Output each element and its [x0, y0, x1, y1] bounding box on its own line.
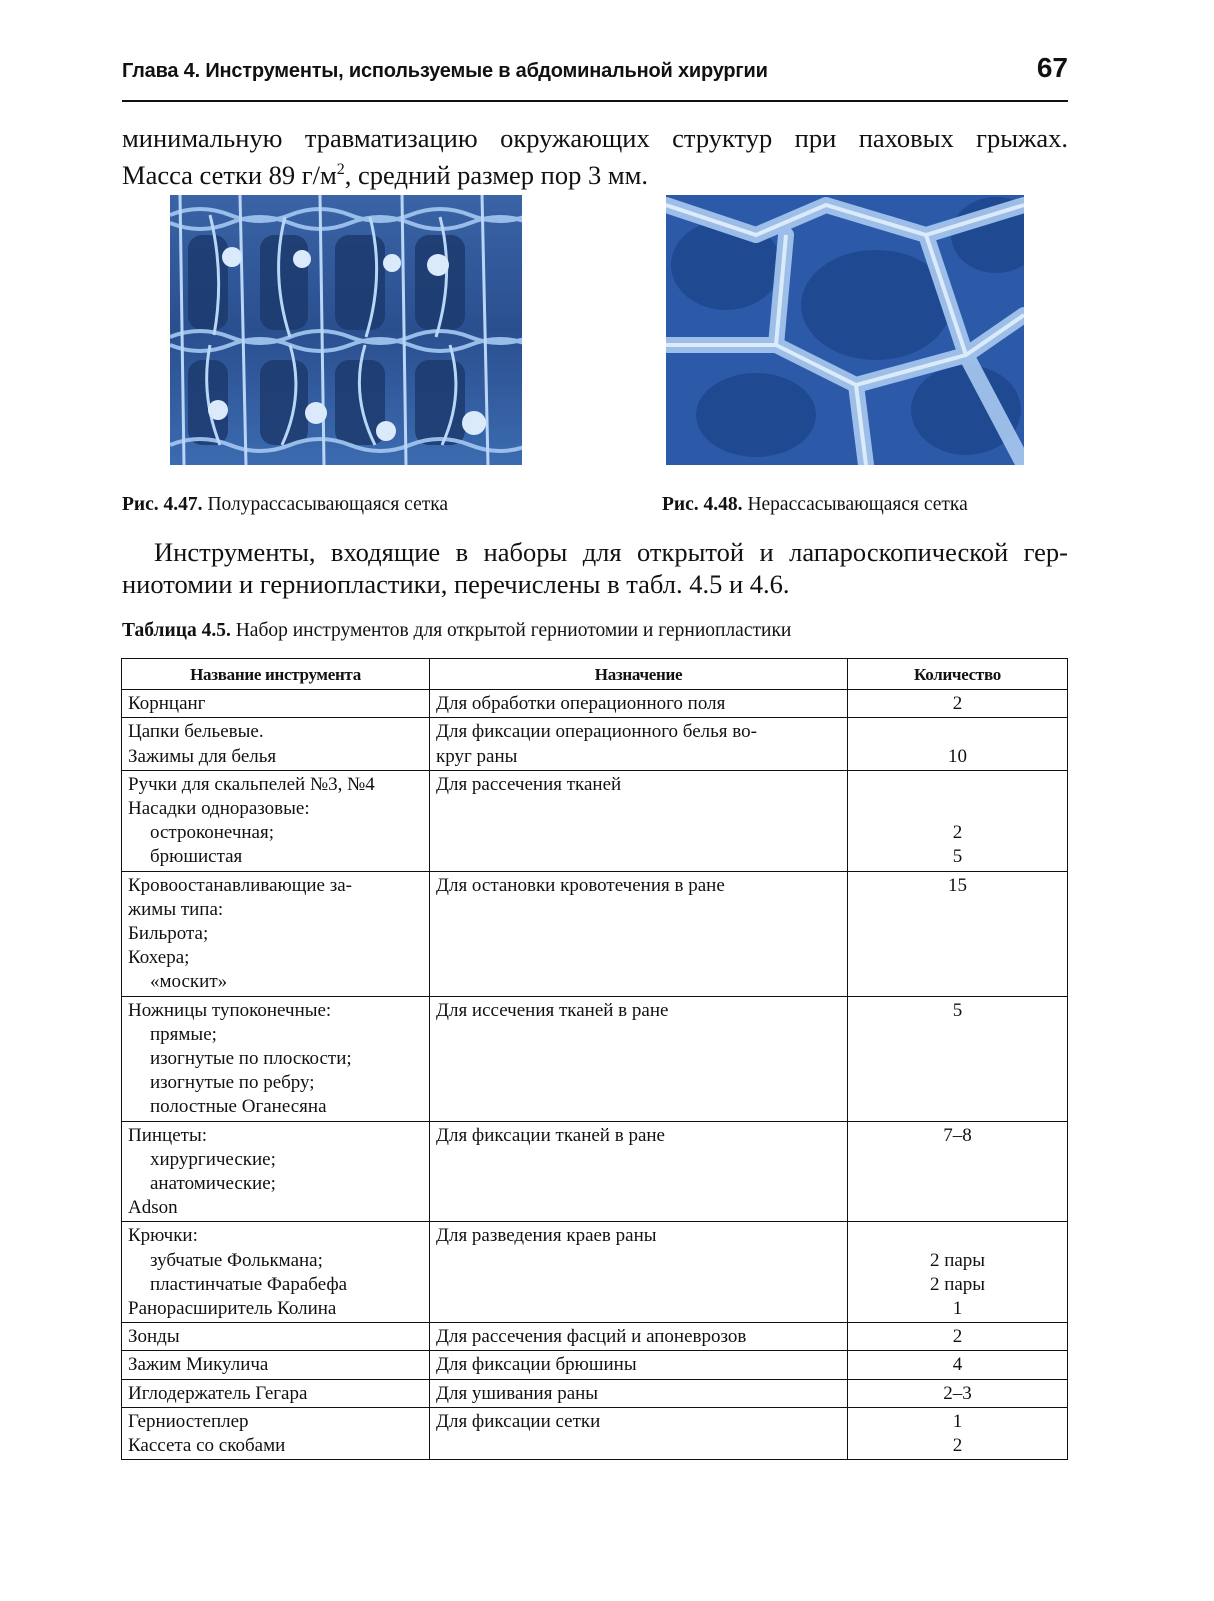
cell-instrument-name-line: Герниостеплер — [128, 1410, 249, 1432]
intro-line-1: минимальную травматизацию окружающих структур при паховых грыжах. — [122, 123, 1068, 153]
cell-purpose — [430, 1222, 848, 1323]
cell-purpose — [430, 996, 848, 1121]
instruments-table — [121, 658, 1068, 1460]
semi-absorbable-mesh-picture — [170, 195, 522, 465]
cell-instrument-name-line: Кассета со скобами — [128, 1435, 286, 1457]
cell-instrument-name-line: прямые; — [150, 1023, 217, 1045]
cell-quantity-line: 2 пары — [929, 1273, 986, 1295]
cell-instrument-name-line: пластинчатые Фарабефа — [150, 1273, 348, 1295]
cell-quantity-line: 2–3 — [943, 1382, 972, 1404]
cell-instrument-name-line: Adson — [128, 1197, 178, 1219]
cell-quantity-line: 2 — [952, 693, 963, 715]
cell-instrument-name — [122, 770, 430, 871]
cell-quantity — [848, 996, 1068, 1121]
cell-quantity-line: 1 — [952, 1410, 963, 1432]
cell-instrument-name-line: анатомические; — [150, 1173, 276, 1195]
cell-quantity-line: 10 — [948, 745, 967, 767]
cell-instrument-name-line: изогнутые по плоскости; — [150, 1048, 352, 1070]
cell-instrument-name — [122, 1323, 430, 1351]
table-header-row — [122, 659, 1068, 690]
cell-instrument-name-line: Зажим Микулича — [128, 1354, 269, 1376]
cell-instrument-name — [122, 1222, 430, 1323]
cell-instrument-name-line: Корнцанг — [128, 693, 206, 715]
cell-instrument-name-line: Кровоостанавливающие за- — [128, 874, 352, 896]
cell-quantity — [848, 1121, 1068, 1222]
cell-purpose — [430, 1407, 848, 1459]
table-row — [122, 1351, 1068, 1379]
cell-instrument-name — [122, 690, 430, 718]
cell-quantity-line: 5 — [952, 999, 963, 1021]
cell-instrument-name-line: Насадки одноразовые: — [128, 798, 310, 820]
cell-quantity — [848, 1351, 1068, 1379]
cell-quantity-line: 2 — [952, 822, 963, 844]
cell-quantity — [848, 871, 1068, 996]
table-row — [122, 1222, 1068, 1323]
cell-purpose-line: Для разведения краев раны — [436, 1225, 657, 1247]
cell-instrument-name — [122, 1121, 430, 1222]
intro-line-2-suffix: , средний размер пор 3 мм. — [344, 159, 648, 190]
cell-purpose-line: Для иссечения тканей в ране — [436, 999, 669, 1021]
cell-instrument-name — [122, 718, 430, 770]
cell-quantity — [848, 690, 1068, 718]
cell-quantity — [848, 718, 1068, 770]
cell-instrument-name — [122, 1351, 430, 1379]
cell-purpose — [430, 770, 848, 871]
intro-paragraph — [122, 122, 1068, 191]
cell-instrument-name-line: Ножницы тупоконечные: — [128, 999, 332, 1021]
cell-purpose-line: круг раны — [436, 745, 518, 767]
cell-instrument-name-line: Зажимы для белья — [128, 745, 277, 767]
intro-line-2-prefix: Масса сетки 89 г/м — [122, 159, 337, 190]
cell-instrument-name-line: брюшистая — [150, 846, 243, 868]
header-instrument-name: Название инструмента — [122, 659, 430, 690]
cell-quantity-line: 5 — [952, 846, 963, 868]
page-number: 67 — [1036, 52, 1068, 83]
paragraph2-line-2: ниотомии и герниопластики, перечислены в табл. 4.5 и 4.6. — [122, 569, 790, 599]
figure-4-48-image — [666, 195, 1024, 465]
cell-instrument-name — [122, 871, 430, 996]
figure-4-47-caption — [122, 494, 448, 516]
table-row — [122, 1121, 1068, 1222]
header-purpose: Назначение — [430, 659, 848, 690]
cell-purpose-line: Для фиксации брюшины — [436, 1354, 637, 1376]
instruments-paragraph — [122, 536, 1068, 600]
non-absorbable-mesh-picture — [666, 195, 1024, 465]
intro-line-2 — [122, 154, 1068, 191]
table-row — [122, 996, 1068, 1121]
cell-purpose — [430, 1121, 848, 1222]
figure-4-48-label: Рис. 4.48. — [662, 494, 743, 515]
cell-instrument-name-line: Кохера; — [128, 947, 190, 969]
cell-quantity — [848, 770, 1068, 871]
cell-purpose — [430, 1323, 848, 1351]
table-row — [122, 1379, 1068, 1407]
cell-quantity-line: 2 — [952, 1326, 963, 1348]
paragraph2-line-1: Инструменты, входящие в наборы для открытой и лапароскопической гер- — [154, 537, 1068, 567]
cell-quantity — [848, 1407, 1068, 1459]
superscript: 2 — [336, 161, 345, 178]
cell-purpose-line: Для рассечения фасций и апоневрозов — [436, 1326, 747, 1348]
cell-instrument-name-line: Ручки для скальпелей №3, №4 — [128, 773, 375, 795]
cell-purpose-line: Для ушивания раны — [436, 1382, 599, 1404]
table-row — [122, 718, 1068, 770]
cell-purpose-line: Для фиксации тканей в ране — [436, 1124, 665, 1146]
cell-quantity-line: 7–8 — [943, 1124, 972, 1146]
table-row — [122, 871, 1068, 996]
header-quantity: Количество — [848, 659, 1068, 690]
cell-instrument-name-line: Ранорасширитель Колина — [128, 1298, 337, 1320]
cell-instrument-name-line: Цапки бельевые. — [128, 721, 264, 743]
cell-purpose-line: Для обработки операционного поля — [436, 693, 726, 715]
cell-instrument-name-line: изогнутые по ребру; — [150, 1072, 315, 1094]
table-row — [122, 1407, 1068, 1459]
cell-purpose — [430, 1351, 848, 1379]
cell-instrument-name — [122, 996, 430, 1121]
cell-quantity-line — [854, 1224, 1061, 1248]
figure-4-47-text: Полурассасывающаяся сетка — [202, 494, 449, 515]
cell-instrument-name-line: полостные Оганесяна — [150, 1096, 327, 1118]
cell-quantity-line: 4 — [952, 1354, 963, 1376]
cell-quantity — [848, 1222, 1068, 1323]
cell-quantity-line — [854, 797, 1061, 821]
cell-quantity — [848, 1323, 1068, 1351]
cell-quantity-line — [854, 720, 1061, 744]
figure-4-47-label: Рис. 4.47. — [122, 494, 203, 515]
cell-instrument-name-line: жимы типа: — [128, 898, 224, 920]
cell-purpose — [430, 718, 848, 770]
cell-instrument-name — [122, 1379, 430, 1407]
cell-instrument-name-line: Пинцеты: — [128, 1124, 208, 1146]
cell-purpose-line: Для фиксации операционного белья во- — [436, 721, 757, 743]
table-row — [122, 770, 1068, 871]
cell-quantity-line: 2 пары — [929, 1249, 986, 1271]
cell-instrument-name-line: Бильрота; — [128, 923, 209, 945]
cell-instrument-name — [122, 1407, 430, 1459]
cell-quantity-line: 2 — [952, 1435, 963, 1457]
cell-purpose — [430, 690, 848, 718]
cell-instrument-name-line: зубчатые Фолькмана; — [150, 1249, 323, 1271]
cell-purpose — [430, 871, 848, 996]
cell-quantity-line: 15 — [948, 874, 967, 896]
figure-4-47-image — [170, 195, 522, 465]
cell-instrument-name-line: Крючки: — [128, 1225, 198, 1247]
table-row — [122, 690, 1068, 718]
cell-instrument-name-line: «москит» — [150, 971, 228, 993]
table-caption-label: Таблица 4.5. — [122, 620, 231, 641]
cell-instrument-name-line: хирургические; — [150, 1148, 276, 1170]
cell-quantity — [848, 1379, 1068, 1407]
chapter-title: Глава 4. Инструменты, используемые в абдоминальной хирургии — [122, 60, 768, 82]
figure-4-48-caption — [662, 494, 968, 516]
table-body — [122, 690, 1068, 1460]
cell-instrument-name-line: Зонды — [128, 1326, 180, 1348]
cell-quantity-line — [854, 773, 1061, 797]
running-header — [122, 48, 1068, 102]
cell-purpose — [430, 1379, 848, 1407]
table-caption-text: Набор инструментов для открытой герниотомии и герниопластики — [230, 620, 792, 641]
cell-purpose-line: Для рассечения тканей — [436, 773, 622, 795]
cell-instrument-name-line: остроконечная; — [150, 822, 275, 844]
cell-purpose-line: Для фиксации сетки — [436, 1410, 601, 1432]
cell-quantity-line: 1 — [952, 1298, 963, 1320]
cell-purpose-line: Для остановки кровотечения в ране — [436, 874, 725, 896]
figure-4-48-text: Нерассасывающаяся сетка — [742, 494, 968, 515]
table-row — [122, 1323, 1068, 1351]
cell-instrument-name-line: Иглодержатель Гегара — [128, 1382, 308, 1404]
table-caption — [122, 620, 791, 642]
